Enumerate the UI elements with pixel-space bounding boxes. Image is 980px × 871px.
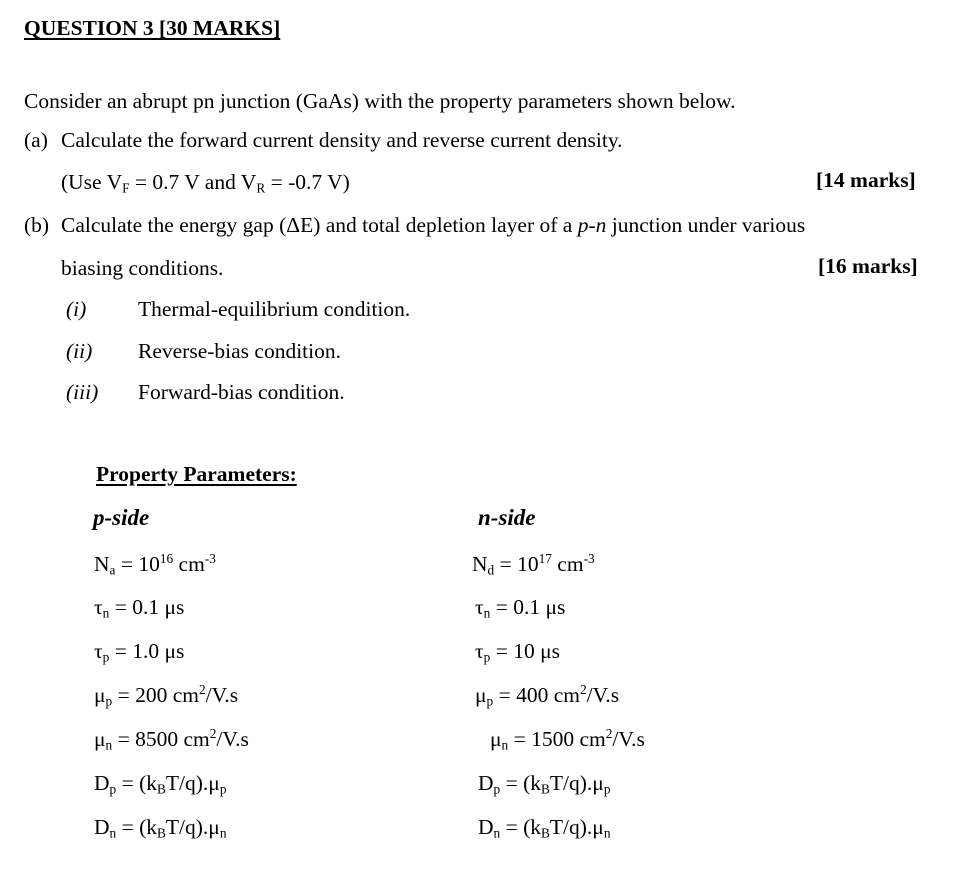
n-nd: $N_d = 10^{17}$ $cm^{-3}$ [472,550,595,578]
vr-sub: R [256,180,266,196]
p-side-heading: p-side [93,505,150,530]
item-i-text: Thermal-equilibrium condition. [138,297,411,321]
part-b-text [61,212,805,238]
part-b-marks: [16 marks] [818,254,918,278]
vf-sub: F [122,180,130,196]
item-iii-num: (iii) [66,380,99,404]
part-b-text-2: junction under various [606,213,806,237]
item-ii-text: Reverse-bias condition. [138,339,342,363]
n-mu-p: $\mu_p = 400$ $cm^2/V.s$ [475,681,620,709]
part-a-conditions [61,169,350,195]
n-dp: $D_p = (k_BT/q).\mu_p$ [478,771,611,797]
item-iii-text: Forward-bias condition. [138,380,345,404]
intro-text: Consider an abrupt pn junction (GaAs) with the property parameters shown below. [24,89,736,113]
p-tau-p: $\tau_p = 1.0$ μs [94,639,185,665]
n-mu-n: $\mu_n = 1500$ $cm^2/V.s$ [490,725,645,753]
p-na: $N_a = 10^{16}$ $cm^{-3}$ [94,550,216,578]
part-a-marks: [14 marks] [816,168,916,192]
n-tau-n: $\tau_n = 0.1$ μs [475,595,566,621]
p-tau-n: $\tau_n = 0.1$ μs [94,595,185,621]
part-a-text: Calculate the forward current density and reverse current density. [61,128,623,152]
question-title: QUESTION 3 [30 MARKS] [24,16,281,40]
part-b-text-line2: biasing conditions. [61,256,224,280]
use-open: (Use V [61,170,123,194]
p-mu-p: $\mu_p = 200$ $cm^2/V.s$ [94,681,239,709]
part-a-label: (a) [24,128,48,152]
p-dn: $D_n = (k_BT/q).\mu_n$ [94,815,227,841]
part-b-text-1: Calculate the energy gap (ΔE) and total depletion layer of a [61,213,578,237]
item-ii-num: (ii) [66,339,93,363]
part-b-label: (b) [24,213,50,237]
use-end: = -0.7 V) [265,170,350,194]
use-mid: = 0.7 V and V [129,170,257,194]
p-dp: $D_p = (k_BT/q).\mu_p$ [94,771,227,797]
p-mu-n: $\mu_n = 8500$ $cm^2/V.s$ [94,725,249,753]
n-side-heading: n-side [478,505,536,530]
n-tau-p: $\tau_p = 10$ μs [475,639,560,665]
property-parameters-heading: Property Parameters: [96,462,297,486]
item-i-num: (i) [66,297,87,321]
part-b-pn: p-n [577,213,607,237]
n-dn: $D_n = (k_BT/q).\mu_n$ [478,815,611,841]
